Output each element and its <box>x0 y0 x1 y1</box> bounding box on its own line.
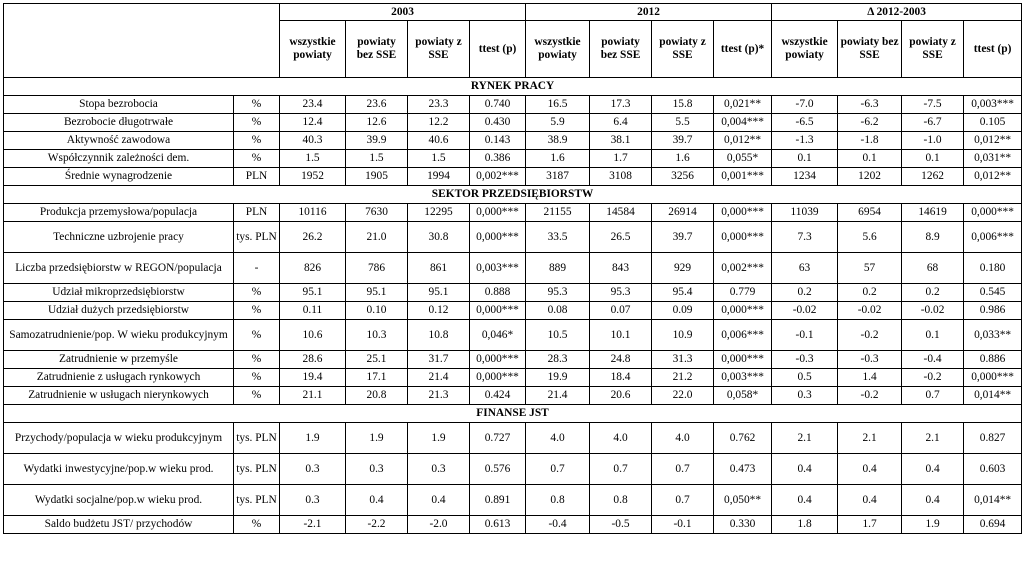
value-cell: 23.3 <box>408 96 470 114</box>
value-cell: 95.3 <box>590 284 652 302</box>
value-cell: 68 <box>902 253 964 284</box>
value-cell: 12295 <box>408 204 470 222</box>
value-cell: 0,012** <box>714 132 772 150</box>
column-header: powiaty z SSE <box>652 21 714 78</box>
table-row <box>4 114 1022 132</box>
row-unit: tys. PLN <box>234 222 280 253</box>
value-cell: 0.11 <box>280 302 346 320</box>
value-cell: 0,021** <box>714 96 772 114</box>
value-cell: 20.8 <box>346 387 408 405</box>
value-cell: 0,000*** <box>714 302 772 320</box>
value-cell: 0.545 <box>964 284 1022 302</box>
table-row <box>4 302 1022 320</box>
value-cell: -1.0 <box>902 132 964 150</box>
value-cell: 3187 <box>526 168 590 186</box>
column-header: powiaty bez SSE <box>346 21 408 78</box>
row-unit: PLN <box>234 204 280 222</box>
column-header: ttest (p)* <box>714 21 772 78</box>
row-unit: % <box>234 284 280 302</box>
row-unit: % <box>234 302 280 320</box>
value-cell: 0.8 <box>526 485 590 516</box>
value-cell: 0.10 <box>346 302 408 320</box>
value-cell: 21.3 <box>408 387 470 405</box>
value-cell: 31.3 <box>652 351 714 369</box>
value-cell: 0,000*** <box>964 204 1022 222</box>
value-cell: 0.3 <box>280 454 346 485</box>
value-cell: 15.8 <box>652 96 714 114</box>
value-cell: 0.1 <box>772 150 838 168</box>
value-cell: 0.7 <box>902 387 964 405</box>
row-label: Wydatki inwestycyjne/pop.w wieku prod. <box>4 454 234 485</box>
value-cell: 0.4 <box>838 485 902 516</box>
value-cell: 0.08 <box>526 302 590 320</box>
value-cell: 7630 <box>346 204 408 222</box>
value-cell: 861 <box>408 253 470 284</box>
table-row <box>4 516 1022 534</box>
row-label: Produkcja przemysłowa/populacja <box>4 204 234 222</box>
value-cell: 6.4 <box>590 114 652 132</box>
value-cell: -0.4 <box>526 516 590 534</box>
value-cell: 1.7 <box>590 150 652 168</box>
value-cell: -0.5 <box>590 516 652 534</box>
value-cell: 1.9 <box>408 423 470 454</box>
value-cell: 8.9 <box>902 222 964 253</box>
value-cell: 0.1 <box>902 320 964 351</box>
value-cell: 0.386 <box>470 150 526 168</box>
value-cell: 1202 <box>838 168 902 186</box>
value-cell: 0.4 <box>902 485 964 516</box>
value-cell: 0,006*** <box>964 222 1022 253</box>
value-cell: 0.740 <box>470 96 526 114</box>
value-cell: -6.7 <box>902 114 964 132</box>
value-cell: 28.6 <box>280 351 346 369</box>
value-cell: 0,012** <box>964 132 1022 150</box>
value-cell: 14619 <box>902 204 964 222</box>
value-cell: 0.1 <box>838 150 902 168</box>
row-label: Przychody/populacja w wieku produkcyjnym <box>4 423 234 454</box>
value-cell: 0.5 <box>772 369 838 387</box>
value-cell: 63 <box>772 253 838 284</box>
value-cell: 0.4 <box>346 485 408 516</box>
value-cell: 889 <box>526 253 590 284</box>
value-cell: 21.4 <box>408 369 470 387</box>
value-cell: 10.8 <box>408 320 470 351</box>
value-cell: 1952 <box>280 168 346 186</box>
row-label: Współczynnik zależności dem. <box>4 150 234 168</box>
value-cell: 21.1 <box>280 387 346 405</box>
value-cell: 10.9 <box>652 320 714 351</box>
value-cell: 0,012** <box>964 168 1022 186</box>
value-cell: 1262 <box>902 168 964 186</box>
row-unit: - <box>234 253 280 284</box>
value-cell: -2.2 <box>346 516 408 534</box>
value-cell: 843 <box>590 253 652 284</box>
value-cell: -6.2 <box>838 114 902 132</box>
value-cell: 4.0 <box>652 423 714 454</box>
value-cell: 0,000*** <box>470 302 526 320</box>
value-cell: 0,001*** <box>714 168 772 186</box>
value-cell: 0.827 <box>964 423 1022 454</box>
value-cell: 0.3 <box>772 387 838 405</box>
value-cell: 0.8 <box>590 485 652 516</box>
value-cell: 0.330 <box>714 516 772 534</box>
value-cell: 0.180 <box>964 253 1022 284</box>
row-unit: % <box>234 351 280 369</box>
row-unit: % <box>234 96 280 114</box>
value-cell: 24.8 <box>590 351 652 369</box>
value-cell: 2.1 <box>902 423 964 454</box>
value-cell: 0.4 <box>838 454 902 485</box>
table-row <box>4 150 1022 168</box>
value-cell: 10.5 <box>526 320 590 351</box>
value-cell: 21.4 <box>526 387 590 405</box>
table-row <box>4 253 1022 284</box>
value-cell: 0.7 <box>652 485 714 516</box>
value-cell: 23.6 <box>346 96 408 114</box>
table-body <box>4 78 1022 534</box>
table-row <box>4 284 1022 302</box>
value-cell: 30.8 <box>408 222 470 253</box>
value-cell: 1.5 <box>408 150 470 168</box>
row-unit: % <box>234 369 280 387</box>
value-cell: 95.1 <box>280 284 346 302</box>
value-cell: 0,055* <box>714 150 772 168</box>
value-cell: 1.8 <box>772 516 838 534</box>
value-cell: 4.0 <box>590 423 652 454</box>
value-cell: 0,000*** <box>470 351 526 369</box>
value-cell: 21.0 <box>346 222 408 253</box>
value-cell: 95.1 <box>346 284 408 302</box>
value-cell: 826 <box>280 253 346 284</box>
value-cell: -2.1 <box>280 516 346 534</box>
value-cell: 2.1 <box>772 423 838 454</box>
value-cell: -0.1 <box>772 320 838 351</box>
value-cell: 0,050** <box>714 485 772 516</box>
value-cell: 0.2 <box>772 284 838 302</box>
table-row <box>4 222 1022 253</box>
value-cell: 1234 <box>772 168 838 186</box>
row-label: Zatrudnienie w przemyśle <box>4 351 234 369</box>
row-unit: % <box>234 150 280 168</box>
value-cell: 23.4 <box>280 96 346 114</box>
value-cell: 26914 <box>652 204 714 222</box>
value-cell: 1.7 <box>838 516 902 534</box>
value-cell: 0,014** <box>964 485 1022 516</box>
row-label: Zatrudnienie z usługach rynkowych <box>4 369 234 387</box>
table-row <box>4 96 1022 114</box>
value-cell: 10.1 <box>590 320 652 351</box>
section-row <box>4 405 1022 423</box>
row-unit: % <box>234 114 280 132</box>
value-cell: 1.6 <box>652 150 714 168</box>
row-label: Udział dużych przedsiębiorstw <box>4 302 234 320</box>
value-cell: 1905 <box>346 168 408 186</box>
value-cell: 0.12 <box>408 302 470 320</box>
row-unit: PLN <box>234 168 280 186</box>
column-header: powiaty z SSE <box>902 21 964 78</box>
table-row <box>4 369 1022 387</box>
value-cell: 0.888 <box>470 284 526 302</box>
corner-cell <box>4 4 280 78</box>
table-row <box>4 387 1022 405</box>
value-cell: -0.02 <box>772 302 838 320</box>
section-row <box>4 186 1022 204</box>
value-cell: 12.2 <box>408 114 470 132</box>
value-cell: 39.7 <box>652 132 714 150</box>
row-label: Wydatki socjalne/pop.w wieku prod. <box>4 485 234 516</box>
value-cell: 7.3 <box>772 222 838 253</box>
value-cell: -1.3 <box>772 132 838 150</box>
value-cell: 3108 <box>590 168 652 186</box>
value-cell: -0.1 <box>652 516 714 534</box>
value-cell: 0,000*** <box>714 351 772 369</box>
column-header: ttest (p) <box>470 21 526 78</box>
value-cell: 16.5 <box>526 96 590 114</box>
row-unit: tys. PLN <box>234 423 280 454</box>
value-cell: 19.4 <box>280 369 346 387</box>
value-cell: 5.5 <box>652 114 714 132</box>
value-cell: 6954 <box>838 204 902 222</box>
value-cell: 1.4 <box>838 369 902 387</box>
value-cell: 95.3 <box>526 284 590 302</box>
value-cell: 10.6 <box>280 320 346 351</box>
value-cell: 14584 <box>590 204 652 222</box>
value-cell: 2.1 <box>838 423 902 454</box>
row-label: Bezrobocie długotrwałe <box>4 114 234 132</box>
value-cell: 1.5 <box>280 150 346 168</box>
value-cell: 10116 <box>280 204 346 222</box>
value-cell: 0.762 <box>714 423 772 454</box>
value-cell: 0.7 <box>526 454 590 485</box>
section-title: SEKTOR PRZEDSIĘBIORSTW <box>4 186 1022 204</box>
group-header-2003: 2003 <box>280 4 526 21</box>
row-label: Saldo budżetu JST/ przychodów <box>4 516 234 534</box>
table-row <box>4 132 1022 150</box>
value-cell: 0,000*** <box>470 369 526 387</box>
value-cell: 17.1 <box>346 369 408 387</box>
section-title: FINANSE JST <box>4 405 1022 423</box>
value-cell: 0.891 <box>470 485 526 516</box>
value-cell: 0.4 <box>408 485 470 516</box>
value-cell: -2.0 <box>408 516 470 534</box>
value-cell: -0.3 <box>838 351 902 369</box>
value-cell: -6.3 <box>838 96 902 114</box>
column-header: powiaty bez SSE <box>838 21 902 78</box>
table-row <box>4 351 1022 369</box>
value-cell: 0.727 <box>470 423 526 454</box>
value-cell: 39.9 <box>346 132 408 150</box>
value-cell: 0,002*** <box>714 253 772 284</box>
value-cell: 4.0 <box>526 423 590 454</box>
value-cell: 12.6 <box>346 114 408 132</box>
value-cell: 0.779 <box>714 284 772 302</box>
value-cell: -7.0 <box>772 96 838 114</box>
value-cell: 0.613 <box>470 516 526 534</box>
value-cell: 95.4 <box>652 284 714 302</box>
value-cell: 0.3 <box>408 454 470 485</box>
row-label: Średnie wynagrodzenie <box>4 168 234 186</box>
row-unit: % <box>234 516 280 534</box>
value-cell: 5.9 <box>526 114 590 132</box>
table-row <box>4 485 1022 516</box>
value-cell: 0.105 <box>964 114 1022 132</box>
value-cell: -0.3 <box>772 351 838 369</box>
value-cell: 25.1 <box>346 351 408 369</box>
value-cell: 26.2 <box>280 222 346 253</box>
value-cell: 0.7 <box>652 454 714 485</box>
value-cell: 1.9 <box>346 423 408 454</box>
value-cell: 1.9 <box>902 516 964 534</box>
value-cell: 0,000*** <box>470 222 526 253</box>
value-cell: 11039 <box>772 204 838 222</box>
row-unit: tys. PLN <box>234 485 280 516</box>
value-cell: 21.2 <box>652 369 714 387</box>
value-cell: 0.886 <box>964 351 1022 369</box>
value-cell: 0,033** <box>964 320 1022 351</box>
row-label: Samozatrudnienie/pop. W wieku produkcyjnym <box>4 320 234 351</box>
column-header: wszystkie powiaty <box>280 21 346 78</box>
value-cell: -0.4 <box>902 351 964 369</box>
value-cell: 0.07 <box>590 302 652 320</box>
value-cell: -0.02 <box>902 302 964 320</box>
value-cell: 0.576 <box>470 454 526 485</box>
value-cell: 0.4 <box>772 454 838 485</box>
value-cell: 40.3 <box>280 132 346 150</box>
row-unit: % <box>234 320 280 351</box>
value-cell: 18.4 <box>590 369 652 387</box>
value-cell: 12.4 <box>280 114 346 132</box>
value-cell: 0,000*** <box>964 369 1022 387</box>
value-cell: 21155 <box>526 204 590 222</box>
row-label: Techniczne uzbrojenie pracy <box>4 222 234 253</box>
table-row <box>4 204 1022 222</box>
group-header-delta: Δ 2012-2003 <box>772 4 1022 21</box>
value-cell: 5.6 <box>838 222 902 253</box>
value-cell: 0.473 <box>714 454 772 485</box>
value-cell: 0,002*** <box>470 168 526 186</box>
value-cell: -0.2 <box>838 387 902 405</box>
value-cell: 1.6 <box>526 150 590 168</box>
value-cell: 0.143 <box>470 132 526 150</box>
row-unit: % <box>234 132 280 150</box>
value-cell: 1994 <box>408 168 470 186</box>
value-cell: 0.1 <box>902 150 964 168</box>
row-label: Liczba przedsiębiorstw w REGON/populacja <box>4 253 234 284</box>
value-cell: 0.4 <box>902 454 964 485</box>
value-cell: -6.5 <box>772 114 838 132</box>
value-cell: 57 <box>838 253 902 284</box>
value-cell: 0,058* <box>714 387 772 405</box>
column-header: ttest (p) <box>964 21 1022 78</box>
value-cell: 0,004*** <box>714 114 772 132</box>
value-cell: 0.3 <box>280 485 346 516</box>
value-cell: 786 <box>346 253 408 284</box>
value-cell: 10.3 <box>346 320 408 351</box>
value-cell: 0,031** <box>964 150 1022 168</box>
value-cell: 0.2 <box>838 284 902 302</box>
table-header <box>4 4 1022 78</box>
group-header-row <box>4 4 1022 21</box>
value-cell: 26.5 <box>590 222 652 253</box>
column-header: powiaty bez SSE <box>590 21 652 78</box>
value-cell: -0.02 <box>838 302 902 320</box>
value-cell: 0.986 <box>964 302 1022 320</box>
table-row <box>4 454 1022 485</box>
value-cell: 0.09 <box>652 302 714 320</box>
value-cell: 0.3 <box>346 454 408 485</box>
value-cell: 40.6 <box>408 132 470 150</box>
value-cell: 0,003*** <box>964 96 1022 114</box>
table-row <box>4 320 1022 351</box>
value-cell: 20.6 <box>590 387 652 405</box>
row-label: Zatrudnienie w usługach nierynkowych <box>4 387 234 405</box>
value-cell: 22.0 <box>652 387 714 405</box>
value-cell: 0.430 <box>470 114 526 132</box>
value-cell: 33.5 <box>526 222 590 253</box>
column-header: powiaty z SSE <box>408 21 470 78</box>
data-table <box>3 3 1022 534</box>
section-title: RYNEK PRACY <box>4 78 1022 96</box>
value-cell: 38.9 <box>526 132 590 150</box>
value-cell: 0.4 <box>772 485 838 516</box>
value-cell: 19.9 <box>526 369 590 387</box>
value-cell: 1.9 <box>280 423 346 454</box>
row-unit: % <box>234 387 280 405</box>
value-cell: -1.8 <box>838 132 902 150</box>
value-cell: 0.2 <box>902 284 964 302</box>
value-cell: 0.424 <box>470 387 526 405</box>
value-cell: 0,003*** <box>470 253 526 284</box>
value-cell: 0,000*** <box>470 204 526 222</box>
value-cell: -7.5 <box>902 96 964 114</box>
value-cell: 31.7 <box>408 351 470 369</box>
value-cell: 0,006*** <box>714 320 772 351</box>
column-header: wszystkie powiaty <box>772 21 838 78</box>
value-cell: -0.2 <box>838 320 902 351</box>
value-cell: 3256 <box>652 168 714 186</box>
value-cell: 39.7 <box>652 222 714 253</box>
value-cell: 0.694 <box>964 516 1022 534</box>
value-cell: 0,046* <box>470 320 526 351</box>
group-header-2012: 2012 <box>526 4 772 21</box>
value-cell: 0,000*** <box>714 204 772 222</box>
section-row <box>4 78 1022 96</box>
row-label: Aktywność zawodowa <box>4 132 234 150</box>
value-cell: 929 <box>652 253 714 284</box>
value-cell: 95.1 <box>408 284 470 302</box>
column-header: wszystkie powiaty <box>526 21 590 78</box>
value-cell: 28.3 <box>526 351 590 369</box>
value-cell: -0.2 <box>902 369 964 387</box>
value-cell: 0.603 <box>964 454 1022 485</box>
value-cell: 0,000*** <box>714 222 772 253</box>
value-cell: 0,014** <box>964 387 1022 405</box>
value-cell: 0.7 <box>590 454 652 485</box>
row-label: Udział mikroprzedsiębiorstw <box>4 284 234 302</box>
row-label: Stopa bezrobocia <box>4 96 234 114</box>
value-cell: 1.5 <box>346 150 408 168</box>
value-cell: 38.1 <box>590 132 652 150</box>
value-cell: 17.3 <box>590 96 652 114</box>
table-row <box>4 168 1022 186</box>
table-row <box>4 423 1022 454</box>
value-cell: 0,003*** <box>714 369 772 387</box>
row-unit: tys. PLN <box>234 454 280 485</box>
